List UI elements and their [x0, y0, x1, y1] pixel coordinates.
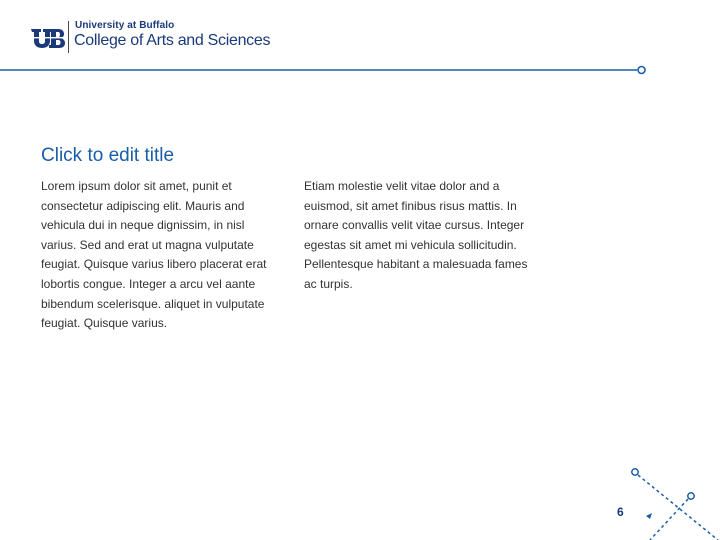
right-text-column[interactable]: Etiam molestie velit vitae dolor and a euismod, sit amet finibus risus mattis. In ornare convallis velit vitae cursus. Integer egestas sit amet mi vehicula sollicitudin. Pellentesque habitant a malesuada fames ac turpis. [304, 179, 528, 291]
university-name: University at Buffalo [75, 20, 175, 31]
college-name: College of Arts and Sciences [74, 32, 271, 49]
corner-decoration [620, 460, 720, 540]
left-text-column[interactable]: Lorem ipsum dolor sit amet, punit et consectetur adipiscing elit. Mauris and vehicula dui in neque dignissim, in nisl varius. Sed and erat ut magna vulputate feugiat. Quisque varius libero placerat erat lobortis congue. Integer a arcu vel aante bibendum scelerisque. aliquet in vulputate feugiat. Quisque varius. [41, 179, 267, 331]
page-number: 6 [617, 505, 624, 519]
ub-logo-icon [30, 27, 66, 49]
logo-divider [68, 21, 69, 53]
slide-title[interactable]: Click to edit title [41, 145, 175, 166]
header-rule [0, 62, 720, 78]
header [0, 0, 720, 80]
